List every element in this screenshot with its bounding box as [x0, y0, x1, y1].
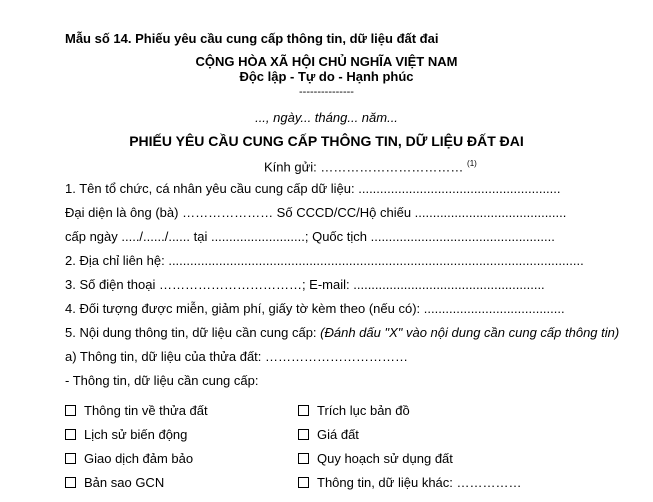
- option-label: Quy hoạch sử dụng đất: [317, 451, 453, 466]
- nation-heading: CỘNG HÒA XÃ HỘI CHỦ NGHĨA VIỆT NAM: [195, 54, 458, 69]
- option-map-extract[interactable]: [298, 403, 410, 419]
- field-exemption: 4. Đối tượng được miễn, giảm phí, giấy tờ kèm theo (nếu có): .......................................: [65, 301, 565, 316]
- option-label: Giao dịch đảm bảo: [84, 451, 194, 466]
- field-info-needed: - Thông tin, dữ liệu cần cung cấp:: [65, 373, 259, 388]
- option-gcn-copy[interactable]: [65, 475, 164, 491]
- date-line: ..., ngày... tháng... năm...: [255, 110, 398, 125]
- field-requester-name: 1. Tên tổ chức, cá nhân yêu cầu cung cấp dữ liệu: ........................................................: [65, 181, 561, 196]
- field-representative: Đại diện là ông (bà) ………………… Số CCCD/CC/Hộ chiếu ..........................................: [65, 205, 567, 220]
- option-land-use-plan[interactable]: [298, 451, 453, 467]
- option-label: Thông tin, dữ liệu khác: ……………: [317, 475, 522, 490]
- checkbox[interactable]: [298, 429, 309, 440]
- option-label: Trích lục bản đồ: [317, 403, 410, 418]
- content-note: (Đánh dấu "X" vào nội dung cần cung cấp thông tin): [320, 325, 620, 340]
- checkbox[interactable]: [298, 453, 309, 464]
- option-parcel-info[interactable]: [65, 403, 208, 419]
- motto: Độc lập - Tự do - Hạnh phúc: [239, 69, 414, 84]
- field-phone-email: 3. Số điện thoại ……………………………; E-mail: .....................................................: [65, 277, 545, 292]
- checkbox[interactable]: [65, 477, 76, 488]
- checkbox[interactable]: [65, 453, 76, 464]
- greeting: [264, 156, 477, 175]
- option-secured-transaction[interactable]: [65, 451, 193, 467]
- checkbox[interactable]: [65, 405, 76, 416]
- field-content: [65, 325, 619, 341]
- field-address: 2. Địa chỉ liên hệ: ...................................................................................................................: [65, 253, 584, 268]
- greeting-text: Kính gửi: ……………………………: [264, 159, 464, 175]
- option-change-history[interactable]: [65, 427, 187, 443]
- option-other-info[interactable]: [298, 475, 522, 491]
- option-label: Thông tin về thửa đất: [84, 403, 208, 418]
- field-parcel-info: a) Thông tin, dữ liệu của thửa đất: ……………………………: [65, 349, 409, 364]
- checkbox[interactable]: [65, 429, 76, 440]
- option-label: Giá đất: [317, 427, 359, 442]
- checkbox[interactable]: [298, 477, 309, 488]
- header-divider: ---------------: [299, 86, 354, 98]
- content-label: 5. Nội dung thông tin, dữ liệu cần cung cấp:: [65, 325, 321, 340]
- option-label: Bản sao GCN: [84, 475, 165, 490]
- checkbox[interactable]: [298, 405, 309, 416]
- field-issue-date: cấp ngày ...../....../...... tại ..........................; Quốc tịch ...................................................: [65, 229, 555, 244]
- footnote-marker: (1): [467, 159, 477, 168]
- option-land-price[interactable]: [298, 427, 359, 443]
- form-number: Mẫu số 14. Phiếu yêu cầu cung cấp thông tin, dữ liệu đất đai: [65, 31, 439, 46]
- document-title: PHIẾU YÊU CẦU CUNG CẤP THÔNG TIN, DỮ LIỆU ĐẤT ĐAI: [129, 133, 524, 149]
- option-label: Lịch sử biến động: [84, 427, 188, 442]
